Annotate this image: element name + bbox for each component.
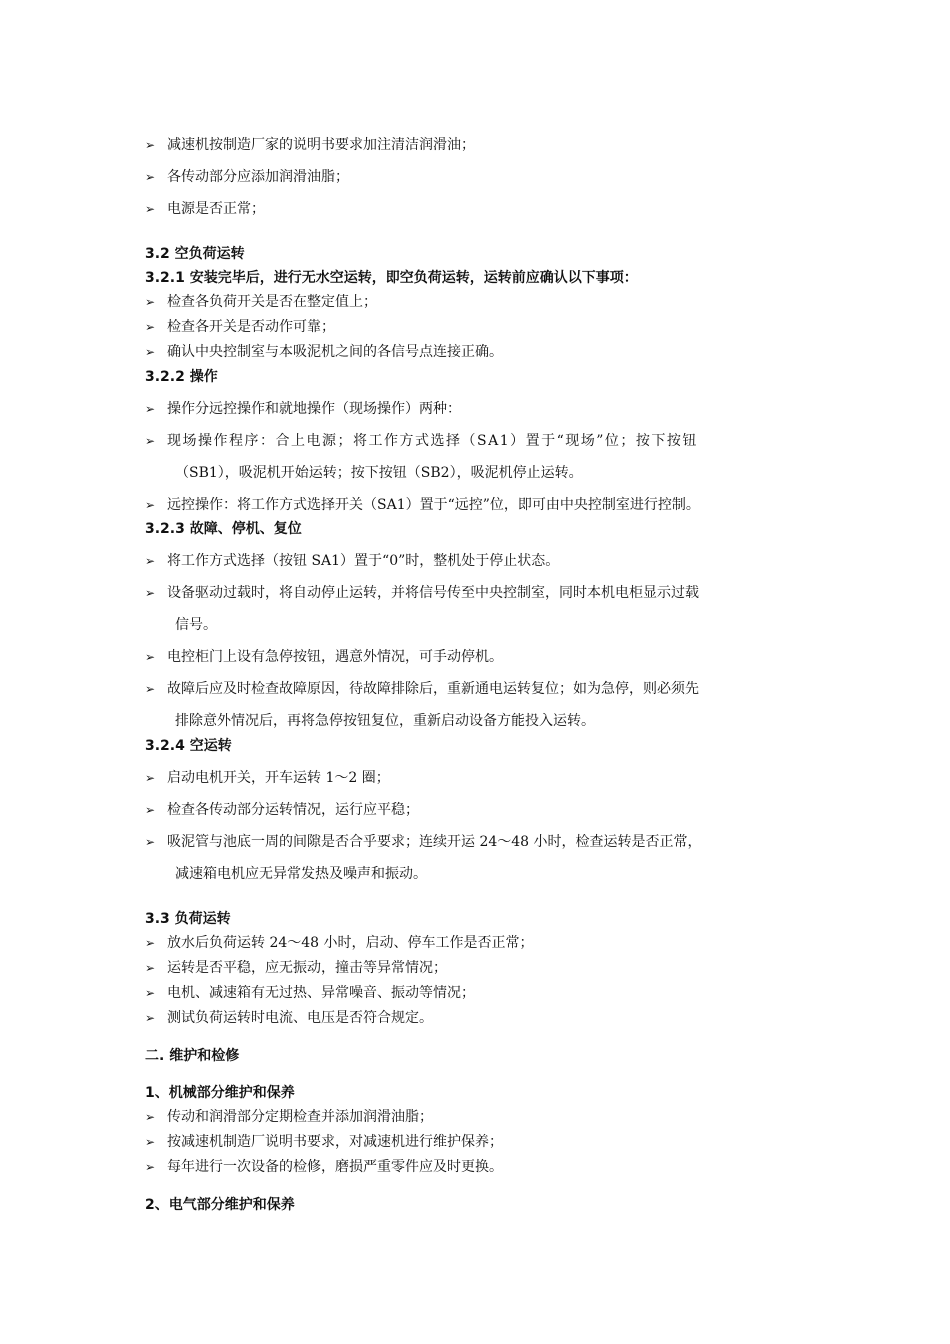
list-item-continuation: 排除意外情况后，再将急停按钮复位，重新启动设备方能投入运转。 [175,713,595,729]
list-item: ➢ 传动和润滑部分定期检查并添加润滑油脂； [145,1109,433,1125]
list-item: ➢ 远控操作：将工作方式选择开关（SA1）置于“远控”位，即可由中央控制室进行控制。 [145,497,700,513]
bullet-arrow-icon: ➢ [145,320,156,334]
list-item: ➢ 每年进行一次设备的检修，磨损严重零件应及时更换。 [145,1159,503,1175]
list-item: ➢ 检查各传动部分运转情况，运行应平稳； [145,802,419,818]
bullet-arrow-icon: ➢ [145,1135,156,1149]
bullet-arrow-icon: ➢ [145,771,156,785]
bullet-arrow-icon: ➢ [145,1110,156,1124]
list-item: ➢ 按减速机制造厂说明书要求，对减速机进行维护保养； [145,1134,503,1150]
list-item: ➢ 电源是否正常； [145,201,265,217]
bullet-arrow-icon: ➢ [145,936,156,950]
subsection-heading: 3.2.1 安装完毕后，进行无水空运转，即空负荷运转，运转前应确认以下事项： [145,270,638,286]
bullet-arrow-icon: ➢ [145,138,156,152]
bullet-arrow-icon: ➢ [145,586,156,600]
list-item: ➢ 检查各负荷开关是否在整定值上； [145,294,377,310]
list-item: ➢ 现场操作程序：合上电源；将工作方式选择（SA1）置于“现场”位；按下按钮 [145,433,698,449]
list-item: ➢ 检查各开关是否动作可靠； [145,319,335,335]
list-item: ➢ 吸泥管与池底一周的间隙是否合乎要求；连续开运 24～48 小时，检查运转是否正常， [145,834,702,850]
list-item: ➢ 将工作方式选择（按钮 SA1）置于“0”时，整机处于停止状态。 [145,553,560,569]
list-item: ➢ 放水后负荷运转 24～48 小时，启动、停车工作是否正常； [145,935,534,951]
bullet-arrow-icon: ➢ [145,554,156,568]
subsection-heading: 3.2.4 空运转 [145,738,232,754]
subsection-heading: 3.2.3 故障、停机、复位 [145,521,302,537]
bullet-arrow-icon: ➢ [145,202,156,216]
bullet-arrow-icon: ➢ [145,402,156,416]
subsection-heading: 3.2.2 操作 [145,369,218,385]
section-heading: 2、电气部分维护和保养 [145,1197,295,1213]
bullet-arrow-icon: ➢ [145,498,156,512]
list-item: ➢ 设备驱动过载时，将自动停止运转，并将信号传至中央控制室，同时本机电柜显示过载 [145,585,699,601]
bullet-arrow-icon: ➢ [145,986,156,1000]
list-item: ➢ 电机、减速箱有无过热、异常噪音、振动等情况； [145,985,475,1001]
bullet-arrow-icon: ➢ [145,650,156,664]
list-item: ➢ 启动电机开关，开车运转 1～2 圈； [145,770,390,786]
list-item-continuation: 减速箱电机应无异常发热及噪声和振动。 [175,866,427,882]
list-item: ➢ 减速机按制造厂家的说明书要求加注清洁润滑油； [145,137,475,153]
bullet-arrow-icon: ➢ [145,170,156,184]
list-item: ➢ 操作分远控操作和就地操作（现场操作）两种： [145,401,461,417]
bullet-arrow-icon: ➢ [145,835,156,849]
list-item: ➢ 电控柜门上设有急停按钮，遇意外情况，可手动停机。 [145,649,503,665]
list-item: ➢ 确认中央控制室与本吸泥机之间的各信号点连接正确。 [145,344,503,360]
section-heading: 3.3 负荷运转 [145,911,231,927]
list-item: ➢ 运转是否平稳，应无振动，撞击等异常情况； [145,960,447,976]
bullet-arrow-icon: ➢ [145,1160,156,1174]
bullet-arrow-icon: ➢ [145,1011,156,1025]
list-item: ➢ 测试负荷运转时电流、电压是否符合规定。 [145,1010,433,1026]
bullet-arrow-icon: ➢ [145,803,156,817]
bullet-arrow-icon: ➢ [145,434,156,448]
list-item-continuation: （SB1），吸泥机开始运转；按下按钮（SB2），吸泥机停止运转。 [175,465,583,481]
chapter-heading: 二. 维护和检修 [145,1048,240,1064]
bullet-arrow-icon: ➢ [145,295,156,309]
list-item: ➢ 故障后应及时检查故障原因，待故障排除后，重新通电运转复位；如为急停，则必须先 [145,681,699,697]
bullet-arrow-icon: ➢ [145,682,156,696]
section-heading: 1、机械部分维护和保养 [145,1085,295,1101]
bullet-arrow-icon: ➢ [145,961,156,975]
bullet-arrow-icon: ➢ [145,345,156,359]
list-item-continuation: 信号。 [175,617,217,633]
section-heading: 3.2 空负荷运转 [145,246,245,262]
list-item: ➢ 各传动部分应添加润滑油脂； [145,169,349,185]
